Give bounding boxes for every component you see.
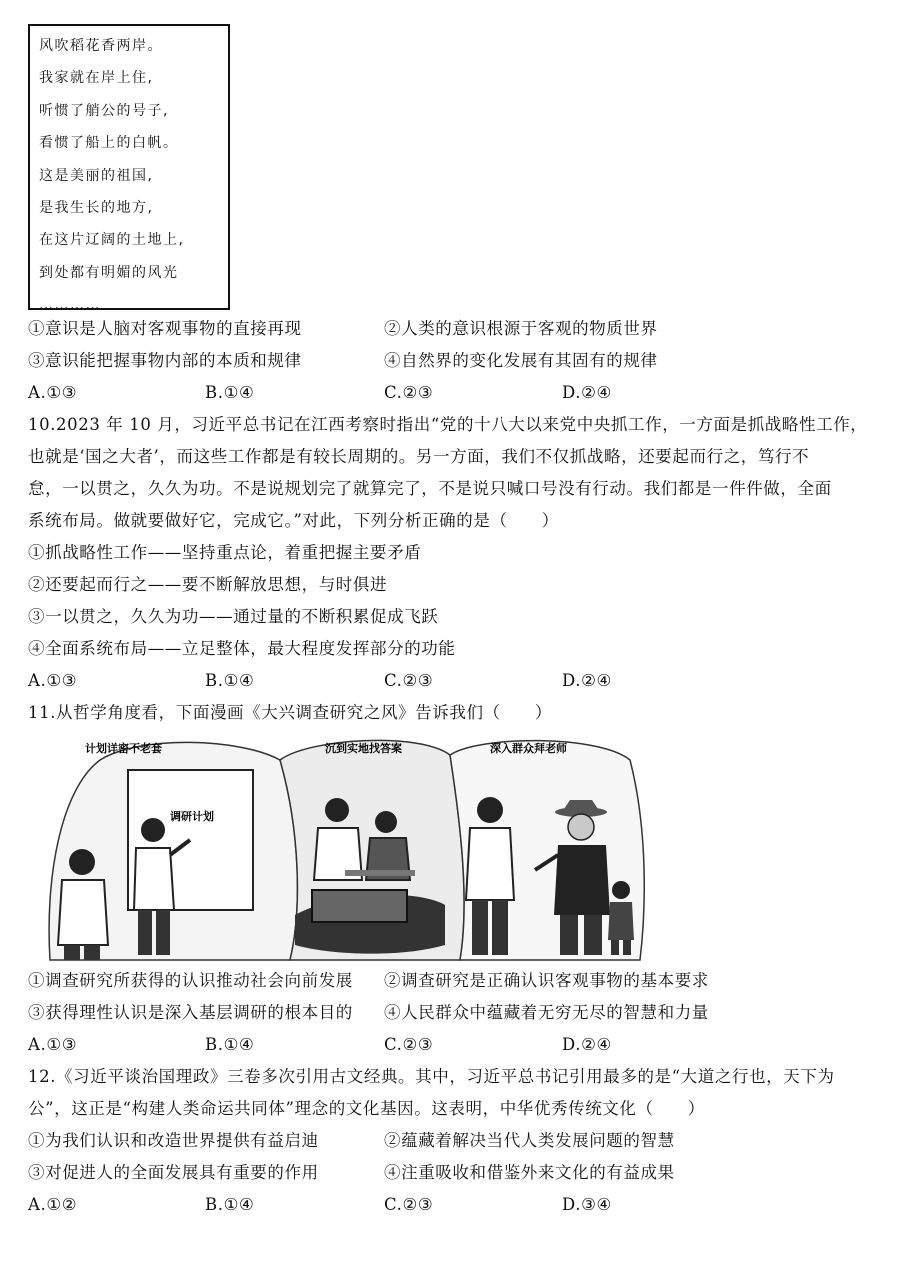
poem-line: 我家就在岸上住,: [39, 70, 154, 87]
q10-option-3: ③一以贯之，久久为功——通过量的不断积累促成飞跃: [28, 607, 439, 626]
q12-option-3: ③对促进人的全面发展具有重要的作用: [28, 1163, 319, 1182]
q10-stem-line: 怠，一以贯之，久久为功。不是说规划完了就算完了，不是说只喊口号没有行动。我们都是一件件做，全面: [28, 479, 832, 498]
q12-answer-b: B.①④: [205, 1195, 255, 1214]
comic-caption-2: 沉到实地找答案: [325, 742, 402, 755]
q10-stem-line: 系统布局。做就要做好它，完成它。”对此，下列分析正确的是（ ）: [28, 511, 559, 530]
poem-line: 风吹稻花香两岸。: [39, 38, 163, 54]
q12-option-4: ④注重吸收和借鉴外来文化的有益成果: [384, 1163, 675, 1182]
poem-line: 听惯了艄公的号子,: [39, 102, 169, 119]
q9-option-1: ①意识是人脑对客观事物的直接再现: [28, 319, 302, 338]
q10-option-2: ②还要起而行之——要不断解放思想，与时俱进: [28, 575, 388, 594]
board-text: 调研计划: [170, 810, 214, 823]
poem-line: …………: [39, 297, 101, 314]
q10-answer-d: D.②④: [562, 671, 612, 690]
q11-answer-d: D.②④: [562, 1035, 612, 1054]
q12-stem-line: 12.《习近平谈治国理政》三卷多次引用古文经典。其中，习近平总书记引用最多的是“大道之行也，天下为: [28, 1067, 835, 1086]
q11-answer-b: B.①④: [205, 1035, 255, 1054]
q9-option-2: ②人类的意识根源于客观的物质世界: [384, 319, 658, 338]
poem-line: 在这片辽阔的土地上,: [39, 232, 185, 249]
comic-caption-1: 计划详密不老套: [85, 742, 162, 755]
q11-option-2: ②调查研究是正确认识客观事物的基本要求: [384, 971, 709, 990]
q9-answer-b: B.①④: [205, 383, 255, 402]
q10-answer-b: B.①④: [205, 671, 255, 690]
q12-answer-c: C.②③: [384, 1195, 434, 1214]
q12-answer-a: A.①②: [28, 1195, 78, 1214]
q10-option-1: ①抓战略性工作——坚持重点论，着重把握主要矛盾: [28, 543, 422, 562]
poem-box: [28, 24, 230, 314]
q11-option-1: ①调查研究所获得的认识推动社会向前发展: [28, 971, 353, 990]
q11-answer-c: C.②③: [384, 1035, 434, 1054]
comic-drawing: [40, 730, 650, 962]
sandbox-table: [312, 890, 407, 922]
q9-answer-d: D.②④: [562, 383, 612, 402]
q11-answer-a: A.①③: [28, 1035, 78, 1054]
poem-line: 到处都有明媚的风光: [39, 264, 179, 281]
q11-option-3: ③获得理性认识是深入基层调研的根本目的: [28, 1003, 353, 1022]
q9-option-4: ④自然界的变化发展有其固有的规律: [384, 351, 658, 370]
q9-answer-a: A.①③: [28, 383, 78, 402]
q10-option-4: ④全面系统布局——立足整体，最大程度发挥部分的功能: [28, 639, 456, 658]
q9-answer-c: C.②③: [384, 383, 434, 402]
poem-line: 这是美丽的祖国,: [39, 167, 154, 184]
q12-answer-d: D.③④: [562, 1195, 612, 1214]
q12-option-2: ②蕴藏着解决当代人类发展问题的智慧: [384, 1131, 675, 1150]
comic-illustration: [40, 730, 650, 962]
q10-answer-a: A.①③: [28, 671, 78, 690]
q10-stem-line: 10.2023 年 10 月，习近平总书记在江西考察时指出“党的十八大以来党中央抓工作，一方面是抓战略性工作，: [28, 415, 868, 434]
q11-stem: 11.从哲学角度看，下面漫画《大兴调查研究之风》告诉我们（ ）: [28, 703, 552, 722]
poem-line: 看惯了船上的白帆。: [39, 135, 179, 152]
q10-answer-c: C.②③: [384, 671, 434, 690]
q10-stem-line: 也就是‘国之大者’，而这些工作都是有较长周期的。另一方面，我们不仅抓战略，还要起而行之，笃行不: [28, 447, 810, 466]
q11-option-4: ④人民群众中蕴藏着无穷无尽的智慧和力量: [384, 1003, 709, 1022]
comic-caption-3: 深入群众拜老师: [490, 742, 567, 755]
q9-option-3: ③意识能把握事物内部的本质和规律: [28, 351, 302, 370]
q12-option-1: ①为我们认识和改造世界提供有益启迪: [28, 1131, 319, 1150]
poem-line: 是我生长的地方,: [39, 200, 154, 217]
q12-stem-line: 公”，这正是“构建人类命运共同体”理念的文化基因。这表明，中华优秀传统文化（ ）: [28, 1099, 705, 1118]
